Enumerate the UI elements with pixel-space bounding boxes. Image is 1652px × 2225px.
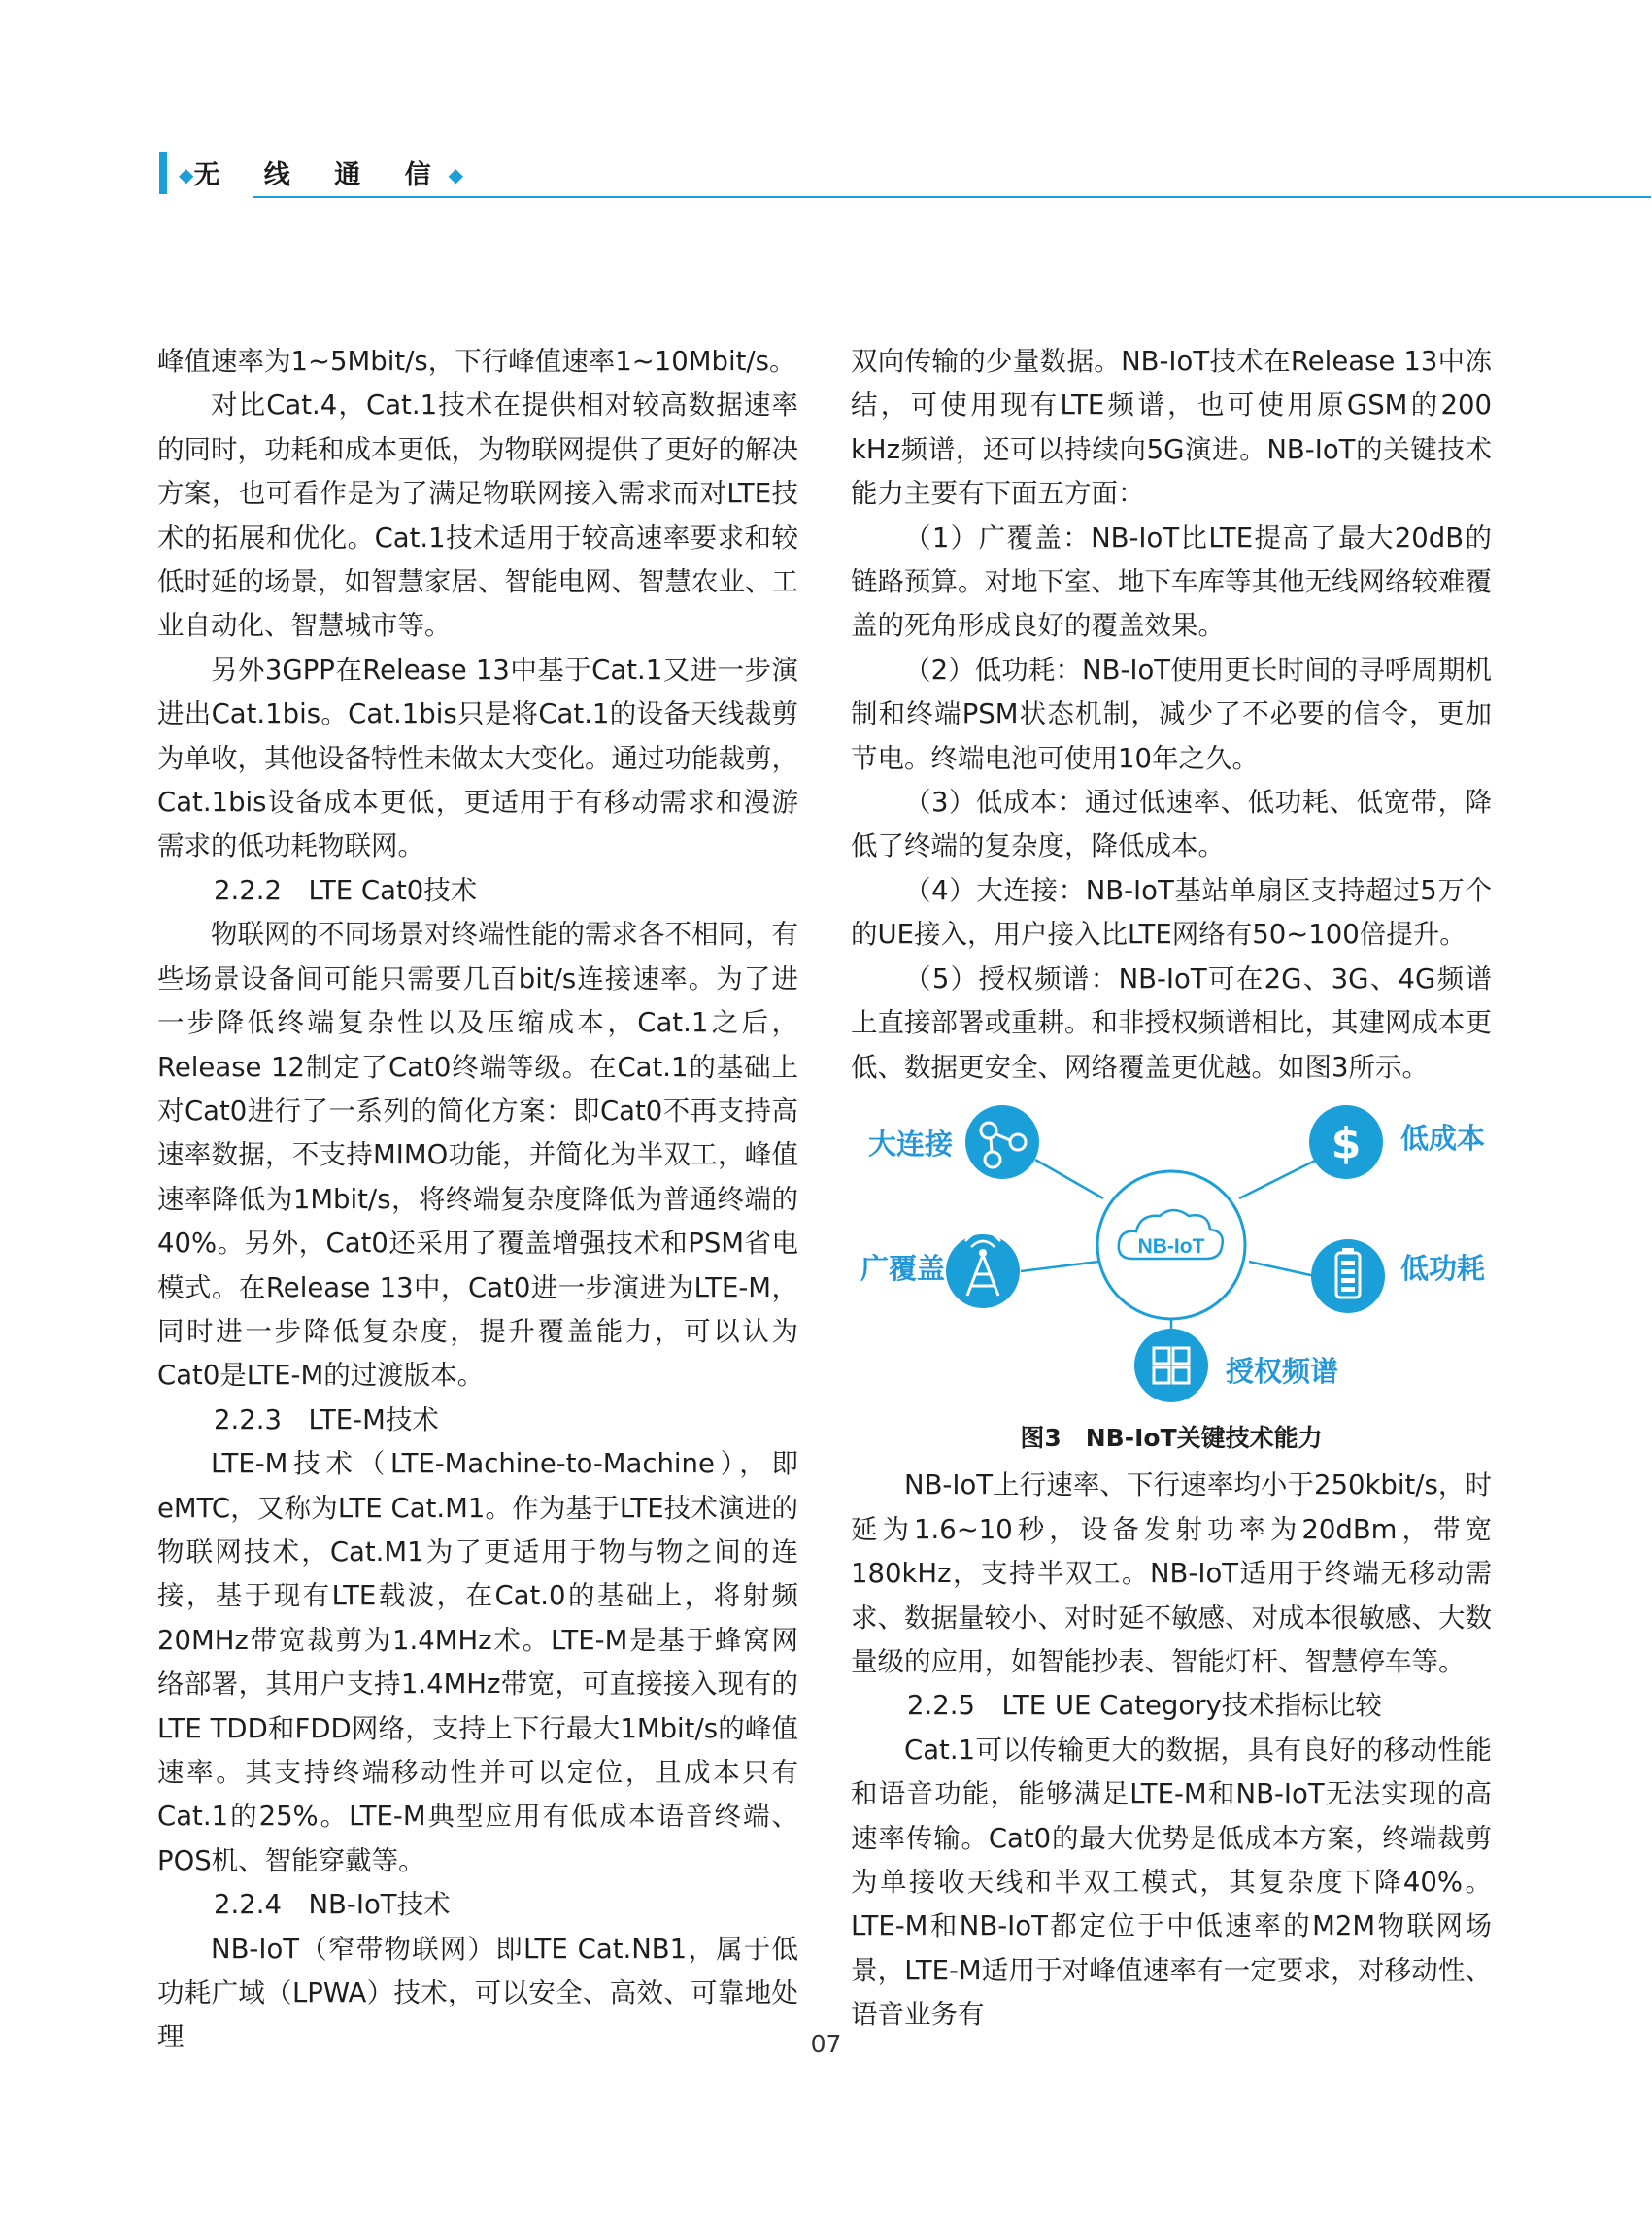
paragraph: LTE-M技术（LTE-Machine-to-Machine），即eMTC，又称为LTE Cat.M1。作为基于LTE技术演进的物联网技术，Cat.M1为了更适用于物与物之间的连接，基于现有LTE载波，在Cat.0的基础上，将射频20MHz带宽裁剪为1.4MHz术。LTE-M是基于蜂窝网络部署，其用户支持1.4MHz带宽，可直接接入现有的LTE TDD和FDD网络，支持上下行最大1Mbit/s的峰值速率。其支持终端移动性并可以定位，且成本只有Cat.1的25%。LTE-M典型应用有低成本语音终端、POS机、智能穿戴等。	[157, 1448, 798, 1876]
diamond-icon: ◆	[179, 163, 194, 186]
section-heading: 2.2.2 LTE Cat0技术	[214, 874, 478, 906]
label-coverage: 广覆盖	[860, 1251, 946, 1285]
label-connection: 大连接	[868, 1127, 954, 1161]
antenna-icon	[946, 1231, 1020, 1308]
section-heading: 2.2.3 LTE-M技术	[214, 1403, 439, 1435]
section-heading: 2.2.4 NB-IoT技术	[214, 1889, 451, 1921]
paragraph: （5）授权频谱：NB-IoT可在2G、3G、4G频谱上直接部署或重耕。和非授权频谱相比，其建网成本更低、数据更安全、网络覆盖更优越。如图3所示。	[851, 962, 1492, 1083]
paragraph: NB-IoT上行速率、下行速率均小于250kbit/s，时延为1.6~10秒，设备发射功率为20dBm，带宽180kHz，支持半双工。NB-IoT适用于终端无移动需求、数据量较小、对时延不敏感、对成本很敏感、大数量级的应用，如智能抄表、智能灯杆、智慧停车等。	[851, 1469, 1492, 1677]
svg-text:$: $	[1331, 1118, 1362, 1168]
paragraph: 另外3GPP在Release 13中基于Cat.1又进一步演进出Cat.1bis。Cat.1bis只是将Cat.1的设备天线裁剪为单收，其他设备特性未做太大变化。通过功能裁剪，Cat.1bis设备成本更低，更适用于有移动需求和漫游需求的低功耗物联网。	[157, 654, 798, 862]
paragraph: 物联网的不同场景对终端性能的需求各不相同，有些场景设备间可能只需要几百bit/s连接速率。为了进一步降低终端复杂性以及压缩成本，Cat.1之后，Release 12制定了Cat0终端等级。在Cat.1的基础上对Cat0进行了一系列的简化方案：即Cat0不再支持高速率数据，不支持MIMO功能，并简化为半双工，峰值速率降低为1Mbit/s，将终端复杂度降低为普通终端的40%。另外，Cat0还采用了覆盖增强技术和PSM省电模式。在Release 13中，Cat0进一步演进为LTE-M，同时进一步降低复杂度，提升覆盖能力，可以认为Cat0是LTE-M的过渡版本。	[157, 919, 798, 1392]
header-title: 无 线 通 信	[193, 160, 449, 190]
page-number: 07	[810, 2030, 842, 2058]
paragraph: Cat.1可以传输更大的数据，具有良好的移动性能和语音功能，能够满足LTE-M和NB-IoT无法实现的高速率传输。Cat0的最大优势是低成本方案，终端裁剪为单接收天线和半双工模式，其复杂度下降40%。LTE-M和NB-IoT都定位于中低速率的M2M物联网场景，LTE-M适用于对峰值速率有一定要求，对移动性、语音业务有	[851, 1734, 1492, 2031]
label-spectrum: 授权频谱	[1226, 1354, 1339, 1388]
header-title-wrap	[179, 153, 463, 191]
label-cost: 低成本	[1400, 1121, 1486, 1155]
puzzle-icon	[1134, 1329, 1208, 1402]
battery-icon	[1311, 1239, 1385, 1313]
header-rule	[253, 196, 1651, 198]
dollar-icon	[1309, 1105, 1383, 1179]
connection-icon	[965, 1105, 1039, 1179]
paragraph: NB-IoT（窄带物联网）即LTE Cat.NB1，属于低功耗广域（LPWA）技术，可以安全、高效、可靠地处理	[157, 1933, 798, 2053]
paragraph: 峰值速率为1~5Mbit/s，下行峰值速率1~10Mbit/s。	[157, 346, 796, 377]
left-column	[157, 340, 798, 2060]
paragraph: （3）低成本：通过低速率、低功耗、低宽带，降低了终端的复杂度，降低成本。	[851, 787, 1492, 862]
figure-caption: 图3 NB-IoT关键技术能力	[1020, 1423, 1323, 1452]
paragraph: （2）低功耗：NB-IoT使用更长时间的寻呼周期机制和终端PSM状态机制，减少了不必要的信令，更加节电。终端电池可使用10年之久。	[851, 654, 1492, 774]
diamond-icon: ◆	[448, 163, 463, 186]
center-label: NB-IoT	[1137, 1234, 1205, 1258]
right-column	[851, 340, 1492, 2038]
label-power: 低功耗	[1400, 1251, 1486, 1285]
section-heading: 2.2.5 LTE UE Category技术指标比较	[907, 1690, 1382, 1722]
paragraph: 对比Cat.4，Cat.1技术在提供相对较高数据速率的同时，功耗和成本更低，为物联网提供了更好的解决方案，也可看作是为了满足物联网接入需求而对LTE技术的拓展和优化。Cat.1技术适用于较高速率要求和较低时延的场景，如智慧家居、智能电网、智慧农业、工业自动化、智慧城市等。	[157, 389, 798, 642]
header-accent-bar	[159, 152, 167, 194]
paragraph: （4）大连接：NB-IoT基站单扇区支持超过5万个的UE接入，用户接入比LTE网络有50~100倍提升。	[851, 874, 1492, 951]
paragraph: 双向传输的少量数据。NB-IoT技术在Release 13中冻结，可使用现有LTE频谱，也可使用原GSM的200 kHz频谱，还可以持续向5G演进。NB-IoT的关键技术能力主要有下面五方面：	[851, 346, 1492, 510]
paragraph: （1）广覆盖：NB-IoT比LTE提高了最大20dB的链路预算。对地下室、地下车库等其他无线网络较难覆盖的死角形成良好的覆盖效果。	[851, 522, 1492, 642]
nb-iot-diagram	[851, 1101, 1492, 1410]
running-header	[155, 146, 1652, 200]
